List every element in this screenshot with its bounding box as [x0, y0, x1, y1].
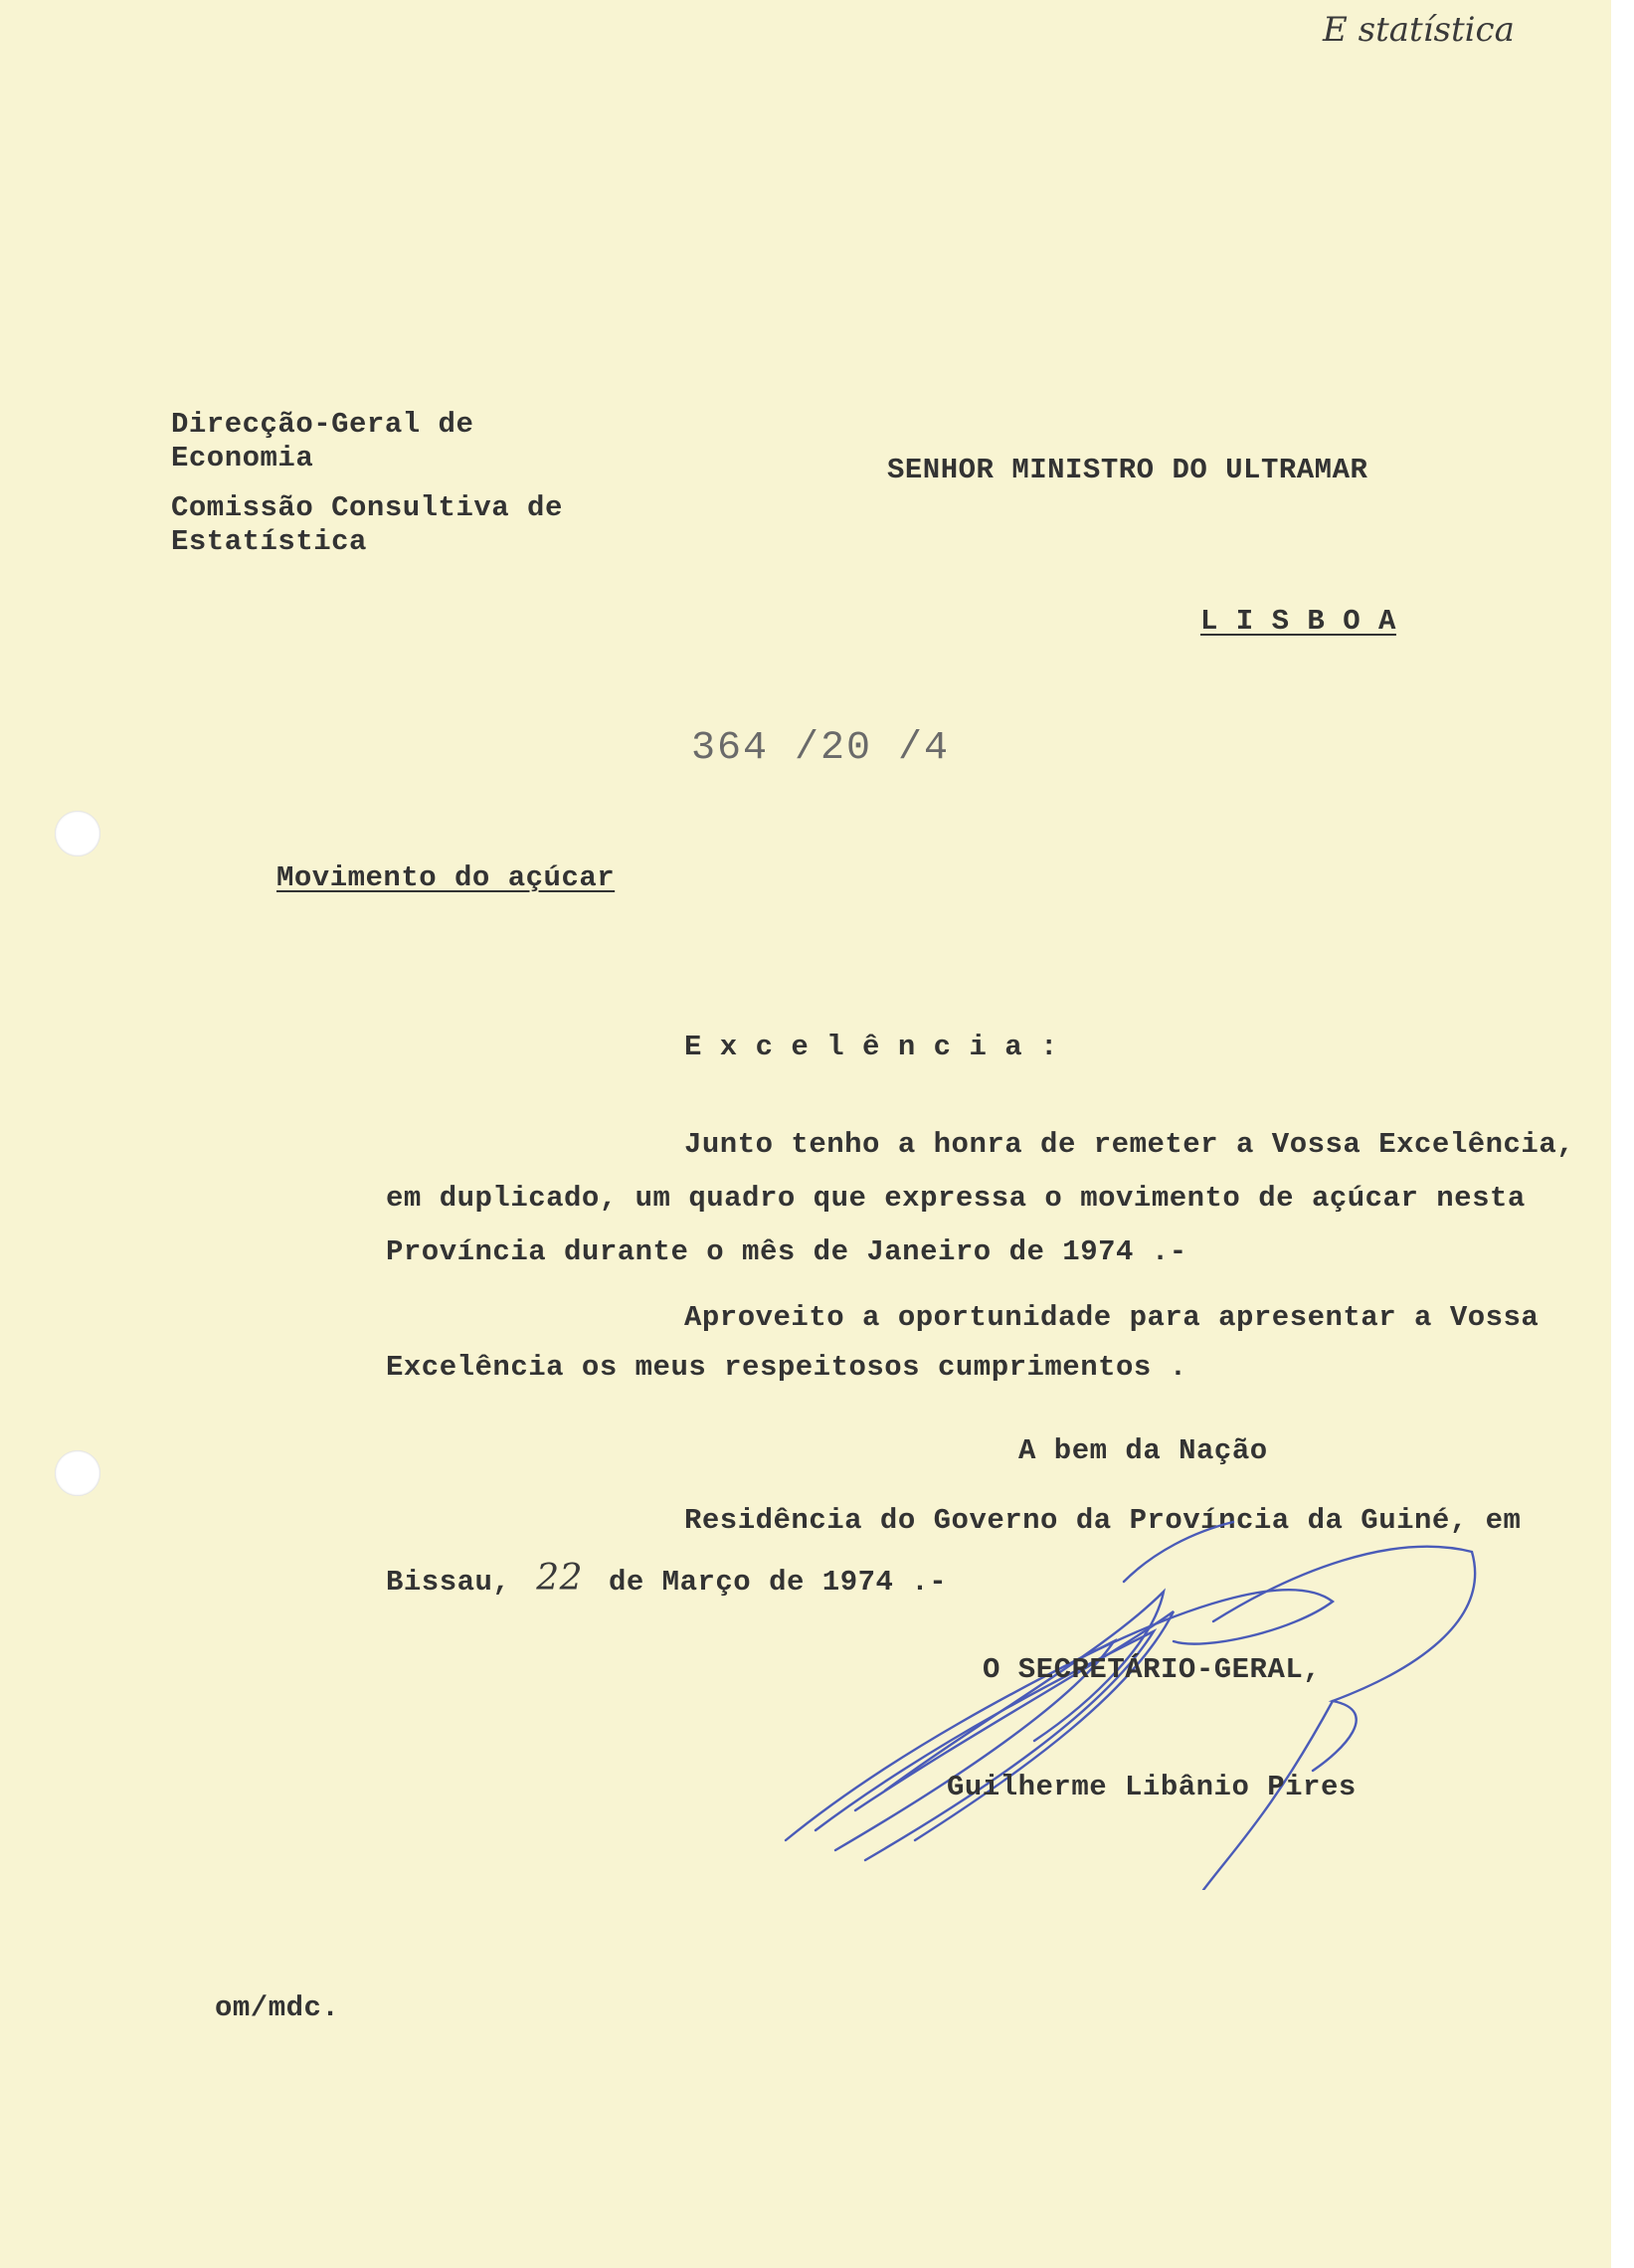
subject-line: Movimento do açúcar	[276, 861, 616, 894]
signature-scribble	[776, 1512, 1512, 1890]
recipient-city: L I S B O A	[1200, 605, 1396, 638]
paragraph-2-line-1: Aproveito a oportunidade para apresentar a Vossa	[684, 1301, 1540, 1334]
recipient-name: SENHOR MINISTRO DO ULTRAMAR	[887, 454, 1368, 486]
paragraph-1-line-1: Junto tenho a honra de remeter a Vossa Excelência,	[684, 1128, 1575, 1161]
punch-hole-top	[55, 811, 100, 856]
reference-stamp: 364 /20 /4	[691, 726, 951, 771]
closing-place-line-1: Residência do Governo da Província da Guiné, em	[684, 1504, 1522, 1537]
paragraph-1-line-2: em duplicado, um quadro que expressa o movimento de açúcar nesta	[386, 1182, 1526, 1215]
place-prefix: Bissau,	[386, 1566, 511, 1599]
paragraph-2-line-2: Excelência os meus respeitosos cumprimentos .	[386, 1351, 1187, 1384]
salutation: E x c e l ê n c i a :	[684, 1031, 1058, 1063]
handwritten-annotation: E statística	[1323, 10, 1515, 50]
page-edge	[1611, 0, 1634, 2268]
sender-line-3: Comissão Consultiva de	[171, 491, 563, 524]
signatory-name: Guilherme Libânio Pires	[947, 1771, 1357, 1803]
paragraph-1-line-3: Província durante o mês de Janeiro de 1974 .-	[386, 1235, 1187, 1268]
handwritten-day: 22	[536, 1558, 584, 1599]
punch-hole-bottom	[55, 1450, 100, 1496]
sender-line-2: Economia	[171, 442, 314, 474]
sender-line-1: Direcção-Geral de	[171, 408, 474, 441]
place-suffix: de Março de 1974 .-	[608, 1566, 948, 1599]
closing-motto: A bem da Nação	[1018, 1434, 1268, 1467]
typist-initials: om/mdc.	[215, 1991, 340, 2024]
sender-line-4: Estatística	[171, 525, 367, 558]
signatory-title: O SECRETÁRIO-GERAL,	[983, 1653, 1322, 1686]
